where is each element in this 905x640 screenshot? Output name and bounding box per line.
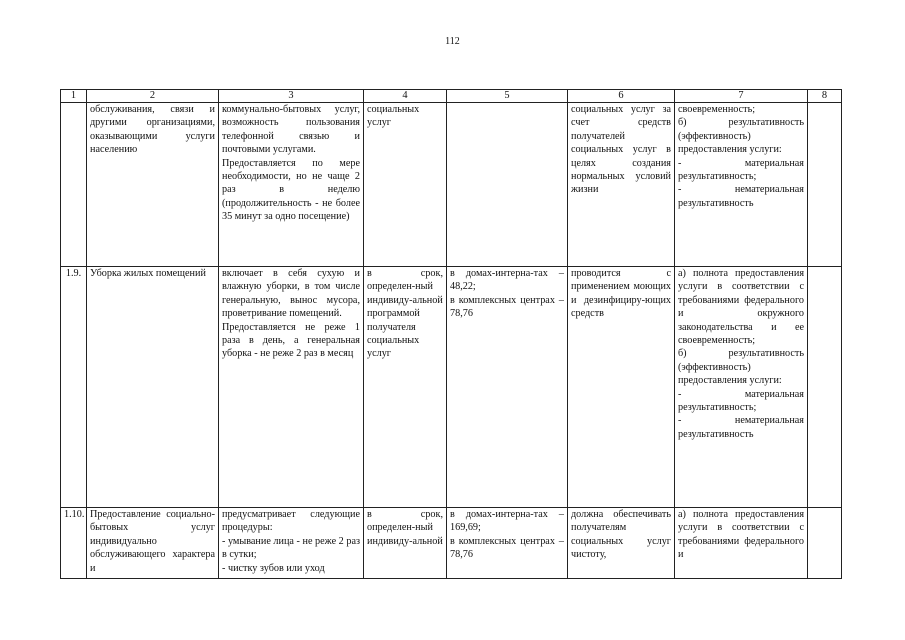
column-header-7: 7 [675,90,808,103]
row-number: 1.10. [61,508,87,579]
table-row [61,508,842,579]
table-row [61,103,842,267]
column-8-cell [808,508,842,579]
service-description: предусматривает следующие процедуры: - умывание лица - не реже 2 раз в сутки; - чистку зубов или уход [219,508,364,579]
column-header-5: 5 [447,90,568,103]
service-conditions: проводится с применением моющих и дезинфициру-ющих средств [568,267,675,508]
service-conditions: должна обеспечивать получателям социальных услуг чистоту, [568,508,675,579]
service-rate: в домах-интерна-тах – 169,69; в комплексных центрах – 78,76 [447,508,568,579]
column-header-4: 4 [364,90,447,103]
column-header-6: 6 [568,90,675,103]
service-description: коммунально-бытовых услуг, возможность пользования телефонной связью и почтовыми услугами. Предоставляется по мере необходимости, но не чаще 2 раз в неделю (продолжительность - не более 35 минут за одно посещение) [219,103,364,267]
column-8-cell [808,103,842,267]
service-name: Предоставление социально-бытовых услуг индивидуально обслуживающего характера и [87,508,219,579]
services-table [60,89,842,579]
service-evaluation: а) полнота предоставления услуги в соответствии с требованиями федерального и [675,508,808,579]
column-header-8: 8 [808,90,842,103]
service-name: Уборка жилых помещений [87,267,219,508]
header-row [61,90,842,103]
service-name: обслуживания, связи и другими организациями, оказывающими услуги населению [87,103,219,267]
column-header-3: 3 [219,90,364,103]
service-conditions: социальных услуг за счет средств получателей социальных услуг в целях создания нормальных условий жизни [568,103,675,267]
column-header-1: 1 [61,90,87,103]
service-term: социальных услуг [364,103,447,267]
service-rate: в домах-интерна-тах – 48,22; в комплексных центрах – 78,76 [447,267,568,508]
service-description: включает в себя сухую и влажную уборки, в том числе генеральную, вынос мусора, проветривание помещений. Предоставляется не реже 1 раза в день, а генеральная уборка - не реже 2 раз в месяц [219,267,364,508]
service-term: в срок, определен-ный индивиду-альной программой получателя социальных услуг [364,267,447,508]
table-row [61,267,842,508]
column-8-cell [808,267,842,508]
row-number [61,103,87,267]
service-term: в срок, определен-ный индивиду-альной [364,508,447,579]
column-header-2: 2 [87,90,219,103]
service-evaluation: а) полнота предоставления услуги в соответствии с требованиями федерального и окружного законодательства и ее своевременность; б) результативность (эффективность) предоставления услуги: - материальная результативность; - нематериальная результативность [675,267,808,508]
row-number: 1.9. [61,267,87,508]
service-rate [447,103,568,267]
service-evaluation: своевременность; б) результативность (эффективность) предоставления услуги: - материальная результативность; - нематериальная результативность [675,103,808,267]
page-number: 112 [445,36,460,47]
